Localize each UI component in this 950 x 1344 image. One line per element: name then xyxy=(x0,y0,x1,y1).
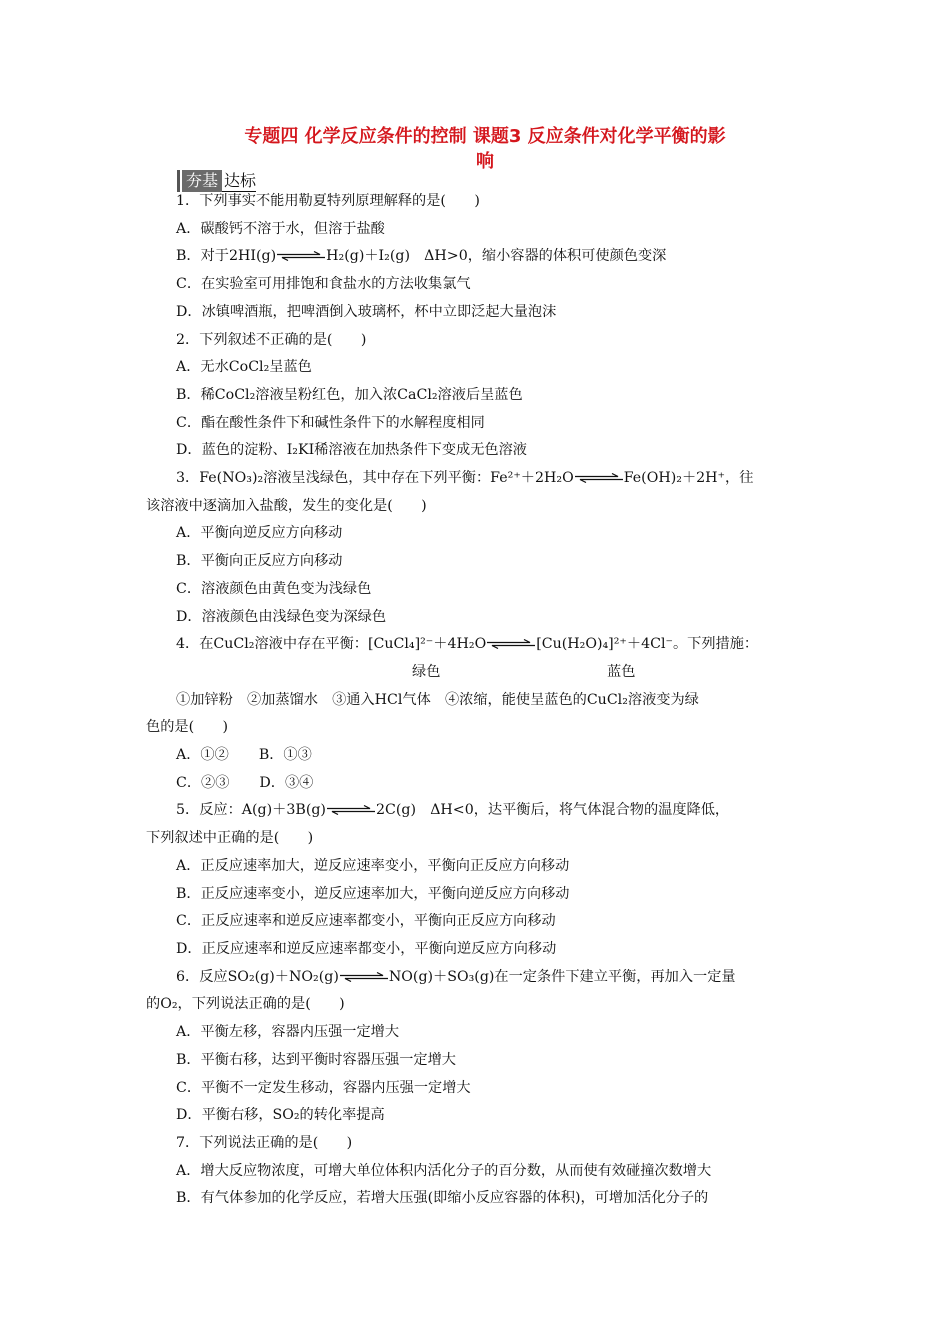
equilibrium-arrow-icon xyxy=(574,473,624,483)
equilibrium-arrow-icon xyxy=(326,805,376,815)
q4-option-a: A．①② xyxy=(176,747,229,764)
q4-options-ab xyxy=(146,742,810,770)
q7-option-b: B．有气体参加的化学反应，若增大压强(即缩小反应容器的体积)，可增加活化分子的 xyxy=(176,1190,709,1207)
q6-stem: 6．反应SO₂(g)＋NO₂(g) NO(g)＋SO₃(g)在一定条件下建立平衡，再加入一定量 xyxy=(176,968,736,985)
q6-option-b: B．平衡右移，达到平衡时容器压强一定增大 xyxy=(176,1051,456,1068)
title-line-1: 专题四 化学反应条件的控制 课题3 反应条件对化学平衡的影 xyxy=(244,126,726,147)
q2-option-a: A．无水CoCl₂呈蓝色 xyxy=(176,359,312,376)
q1-option-d: D．冰镇啤酒瓶，把啤酒倒入玻璃杯，杯中立即泛起大量泡沫 xyxy=(176,303,557,320)
equilibrium-arrow-icon xyxy=(486,639,536,649)
q2-option-b: B．稀CoCl₂溶液呈粉红色，加入浓CaCl₂溶液后呈蓝色 xyxy=(176,386,523,403)
section-tag: 夯基 xyxy=(182,170,222,192)
q2-stem: 2．下列叙述不正确的是( ) xyxy=(176,331,367,348)
title-line-2: 响 xyxy=(476,151,494,172)
q3-stem: 3．Fe(NO₃)₂溶液呈浅绿色，其中存在下列平衡：Fe²⁺＋2H₂O Fe(OH)₂＋2H⁺，往 xyxy=(176,470,754,487)
q3-stem-line2: 该溶液中逐滴加入盐酸，发生的变化是( ) xyxy=(146,497,427,514)
q6-option-d: D．平衡右移，SO₂的转化率提高 xyxy=(176,1107,385,1124)
label-blue: 蓝色 xyxy=(607,663,636,680)
q5-option-d: D．正反应速率和逆反应速率都变小，平衡向逆反应方向移动 xyxy=(176,940,557,957)
q5-option-a: A．正反应速率加大，逆反应速率变小，平衡向正反应方向移动 xyxy=(176,857,570,874)
q5-stem-line2: 下列叙述中正确的是( ) xyxy=(146,830,314,847)
q4-stem: 4．在CuCl₂溶液中存在平衡：[CuCl₄]²⁻＋4H₂O [Cu(H₂O)₄]²⁺＋4Cl⁻。下列措施： xyxy=(176,636,759,653)
q7-stem: 7．下列说法正确的是( ) xyxy=(176,1134,353,1151)
q2-option-d: D．蓝色的淀粉、I₂KI稀溶液在加热条件下变成无色溶液 xyxy=(176,442,527,459)
q2-option-c: C．酯在酸性条件下和碱性条件下的水解程度相同 xyxy=(176,414,485,431)
q5-option-c: C．正反应速率和逆反应速率都变小，平衡向正反应方向移动 xyxy=(176,913,556,930)
q4-color-labels xyxy=(146,659,810,687)
q5-stem: 5．反应：A(g)＋3B(g) 2C(g) ΔH<0，达平衡后，将气体混合物的温度降低， xyxy=(176,802,730,819)
document-title xyxy=(150,124,820,174)
q1-option-a: A．碳酸钙不溶于水，但溶于盐酸 xyxy=(176,220,385,237)
q7-option-a: A．增大反应物浓度，可增大单位体积内活化分子的百分数，从而使有效碰撞次数增大 xyxy=(176,1162,712,1179)
q3-option-a: A．平衡向逆反应方向移动 xyxy=(176,525,343,542)
q4-measures: ①加锌粉 ②加蒸馏水 ③通入HCl气体 ④浓缩，能使呈蓝色的CuCl₂溶液变为绿 xyxy=(176,691,699,708)
question-list xyxy=(146,188,810,1213)
q6-option-a: A．平衡左移，容器内压强一定增大 xyxy=(176,1024,400,1041)
q4-option-c: C．②③ xyxy=(176,774,230,791)
label-green: 绿色 xyxy=(412,663,441,680)
q4-measures-line2: 色的是( ) xyxy=(146,719,229,736)
q4-option-b: B．①③ xyxy=(258,747,312,764)
q3-option-d: D．溶液颜色由浅绿色变为深绿色 xyxy=(176,608,387,625)
q3-option-b: B．平衡向正反应方向移动 xyxy=(176,553,343,570)
q1-stem: 1．下列事实不能用勒夏特列原理解释的是( ) xyxy=(176,193,480,209)
q6-stem-line2: 的O₂，下列说法正确的是( ) xyxy=(146,996,345,1013)
equilibrium-arrow-icon xyxy=(339,972,389,982)
q4-options-cd xyxy=(146,770,810,798)
q5-option-b: B．正反应速率变小，逆反应速率加大，平衡向逆反应方向移动 xyxy=(176,885,570,902)
q6-option-c: C．平衡不一定发生移动，容器内压强一定增大 xyxy=(176,1079,471,1096)
q1-option-c: C．在实验室可用排饱和食盐水的方法收集氯气 xyxy=(176,276,471,293)
equilibrium-arrow-icon xyxy=(276,251,326,261)
section-label: 达标 xyxy=(224,171,257,190)
q1-option-b: B．对于2HI(g) H₂(g)＋I₂(g) ΔH>0，缩小容器的体积可使颜色变深 xyxy=(176,248,667,265)
q4-option-d: D．③④ xyxy=(259,774,314,791)
q3-option-c: C．溶液颜色由黄色变为浅绿色 xyxy=(176,580,372,597)
